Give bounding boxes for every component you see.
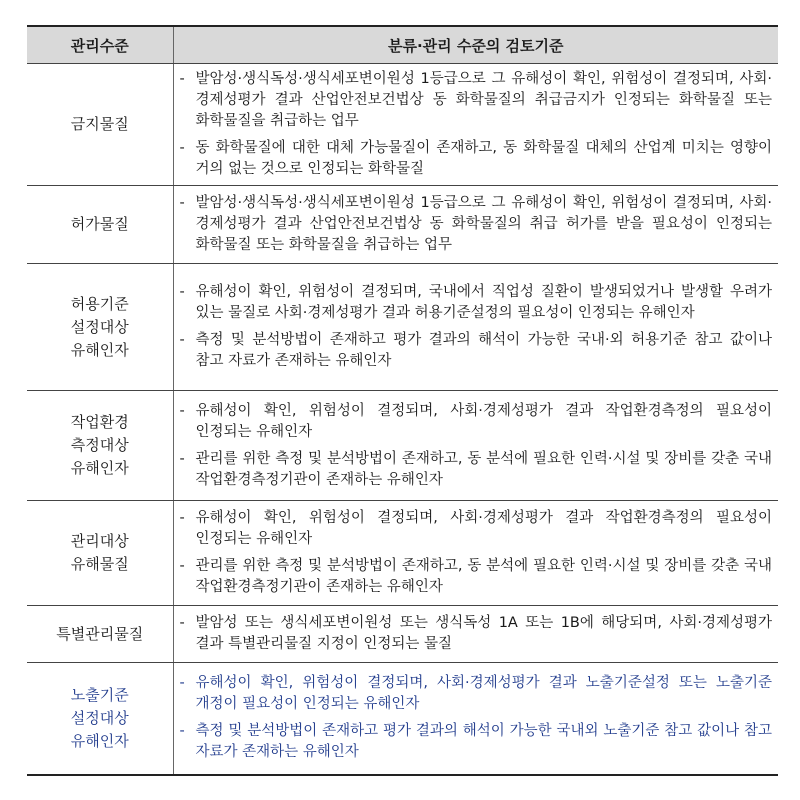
row-label-line: 측정대상 <box>70 436 129 454</box>
dash-marker: - <box>179 558 185 574</box>
list-item <box>178 556 773 598</box>
header-management-level: 관리수준 <box>27 26 173 64</box>
row-label <box>27 264 173 391</box>
list-item <box>178 449 773 491</box>
list-item <box>178 69 773 132</box>
row-label-line: 작업환경 <box>70 413 129 431</box>
list-item <box>178 673 773 715</box>
list-item <box>178 330 773 372</box>
row-criteria <box>173 391 778 501</box>
row-criteria <box>173 606 778 663</box>
table-row <box>27 391 778 501</box>
row-label <box>27 391 173 501</box>
row-label-line: 유해인자 <box>70 340 129 359</box>
row-label-line: 유해인자 <box>70 731 129 750</box>
row-label-line: 허가물질 <box>70 215 129 233</box>
criteria-text: 동 화학물질에 대한 대체 가능물질이 존재하고, 동 화학물질 대체의 산업계 미치는 영향이 거의 없는 것으로 인정되는 화학물질 <box>195 140 772 177</box>
criteria-text: 발암성·생식독성·생식세포변이원성 1등급으로 그 유해성이 확인, 위험성이 결정되며, 사회·경제성평가 결과 산업안전보건법상 동 화학물질의 취급금지가 인정되는 화학물질 또는 화학물질을 취급하는 업무 <box>195 71 772 129</box>
table-row <box>27 501 778 606</box>
criteria-text: 발암성 또는 생식세포변이원성 또는 생식독성 1A 또는 1B에 해당되며, 사회·경제성평가 결과 특별관리물질 지정이 인정되는 물질 <box>195 615 772 652</box>
criteria-text: 관리를 위한 측정 및 분석방법이 존재하고, 동 분석에 필요한 인력·시설 및 장비를 갖춘 국내 작업환경측정기관이 존재하는 유해인자 <box>195 558 772 595</box>
criteria-text: 측정 및 분석방법이 존재하고 평가 결과의 해석이 가능한 국내·외 허용기준 참고 값이나 참고 자료가 존재하는 유해인자 <box>195 332 772 369</box>
row-criteria <box>173 64 778 186</box>
row-label-line: 설정대상 <box>70 708 129 727</box>
list-item <box>178 193 773 256</box>
row-label-line: 유해물질 <box>70 555 129 573</box>
header-row <box>27 26 778 64</box>
row-criteria <box>173 501 778 606</box>
row-criteria <box>173 264 778 391</box>
row-criteria <box>173 186 778 264</box>
dash-marker: - <box>179 450 185 467</box>
criteria-text: 유해성이 확인, 위험성이 결정되며, 사회·경제성평가 결과 작업환경측정의 필요성이 인정되는 유해인자 <box>195 402 772 440</box>
table-row <box>27 64 778 186</box>
header-review-criteria: 분류·관리 수준의 검토기준 <box>173 26 778 64</box>
dash-marker: - <box>179 675 185 692</box>
dash-marker: - <box>179 402 185 419</box>
dash-marker: - <box>179 615 185 631</box>
table-row <box>27 606 778 663</box>
list-item <box>178 282 773 324</box>
row-label <box>27 64 173 186</box>
dash-marker: - <box>179 71 185 87</box>
row-label <box>27 501 173 606</box>
row-label-line: 관리대상 <box>70 532 129 550</box>
criteria-text: 유해성이 확인, 위험성이 결정되며, 사회·경제성평가 결과 작업환경측정의 필요성이 인정되는 유해인자 <box>195 510 772 547</box>
list-item <box>178 613 773 655</box>
row-label-line: 특별관리물질 <box>56 624 144 643</box>
list-item <box>178 721 773 763</box>
row-label-line: 노출기준 <box>70 685 129 704</box>
row-label <box>27 663 173 775</box>
row-label-line: 허용기준 <box>70 294 129 313</box>
dash-marker: - <box>179 284 185 300</box>
row-criteria <box>173 663 778 775</box>
dash-marker: - <box>179 510 185 526</box>
table-row <box>27 186 778 264</box>
dash-marker: - <box>179 195 185 211</box>
row-label-line: 금지물질 <box>70 115 129 133</box>
criteria-text: 측정 및 분석방법이 존재하고 평가 결과의 해석이 가능한 국내외 노출기준 참고 값이나 참고 자료가 존재하는 유해인자 <box>195 723 772 761</box>
dash-marker: - <box>179 332 185 348</box>
row-label-line: 설정대상 <box>70 317 129 336</box>
criteria-table <box>27 25 778 776</box>
list-item <box>178 138 773 180</box>
list-item <box>178 401 773 443</box>
criteria-text: 발암성·생식독성·생식세포변이원성 1등급으로 그 유해성이 확인, 위험성이 결정되며, 사회·경제성평가 결과 산업안전보건법상 동 화학물질의 취급 허가를 받을 필요성이 인정되는 화학물질 또는 화학물질을 취급하는 업무 <box>195 195 772 253</box>
dash-marker: - <box>179 140 185 156</box>
table-row <box>27 663 778 775</box>
dash-marker: - <box>179 723 185 740</box>
criteria-text: 유해성이 확인, 위험성이 결정되며, 국내에서 직업성 질환이 발생되었거나 발생할 우려가 있는 물질로 사회·경제성평가 결과 허용기준설정의 필요성이 인정되는 유해인자 <box>195 284 772 321</box>
row-label-line: 유해인자 <box>70 459 129 477</box>
row-label <box>27 186 173 264</box>
row-label <box>27 606 173 663</box>
list-item <box>178 508 773 550</box>
criteria-text: 유해성이 확인, 위험성이 결정되며, 사회·경제성평가 결과 노출기준설정 또는 노출기준 개정이 필요성이 인정되는 유해인자 <box>195 675 772 713</box>
criteria-text: 관리를 위한 측정 및 분석방법이 존재하고, 동 분석에 필요한 인력·시설 및 장비를 갖춘 국내 작업환경측정기관이 존재하는 유해인자 <box>195 450 772 488</box>
table-row <box>27 264 778 391</box>
